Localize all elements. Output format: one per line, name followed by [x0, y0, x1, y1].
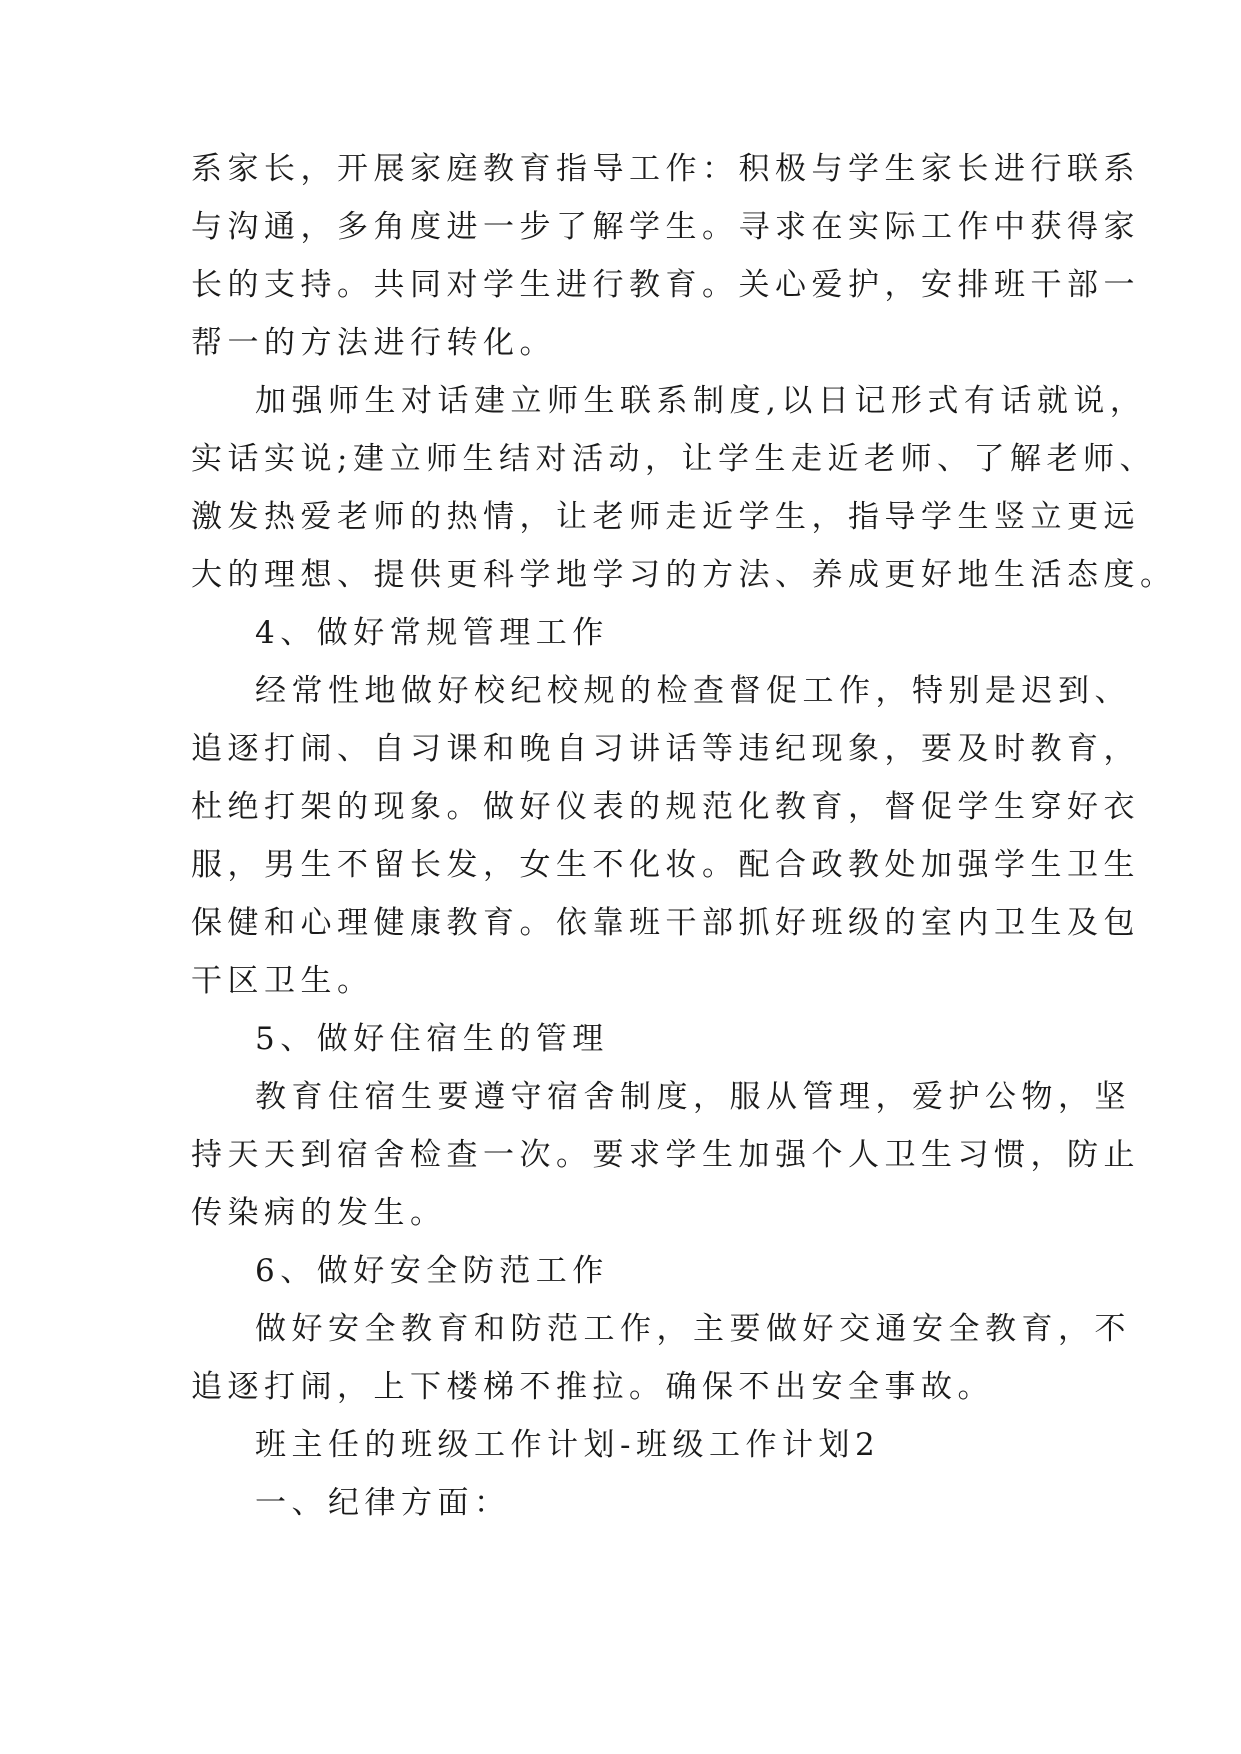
text-line: 干区卫生。 — [191, 963, 374, 999]
text-line: 大的理想、提供更科学地学习的方法、养成更好地生活态度。 — [191, 557, 1177, 593]
section-heading: 一、纪律方面： — [255, 1485, 511, 1521]
text-line: 追逐打闹、自习课和晚自习讲话等违纪现象，要及时教育， — [191, 731, 1140, 767]
section-heading: 5、做好住宿生的管理 — [255, 1021, 609, 1057]
text-line: 长的支持。共同对学生进行教育。关心爱护，安排班干部一 — [191, 267, 1140, 303]
text-line: 实话实说;建立师生结对活动，让学生走近老师、了解老师、 — [191, 441, 1156, 477]
text-line: 激发热爱老师的热情，让老师走近学生，指导学生竖立更远 — [191, 499, 1140, 535]
section-heading: 4、做好常规管理工作 — [255, 615, 609, 651]
paragraph-start: 教育住宿生要遵守宿舍制度，服从管理，爱护公物，坚 — [255, 1079, 1131, 1115]
text-line: 杜绝打架的现象。做好仪表的规范化教育，督促学生穿好衣 — [191, 789, 1140, 825]
paragraph-start: 做好安全教育和防范工作，主要做好交通安全教育，不 — [255, 1311, 1131, 1347]
paragraph-start: 加强师生对话建立师生联系制度,以日记形式有话就说， — [255, 383, 1147, 419]
text-line: 保健和心理健康教育。依靠班干部抓好班级的室内卫生及包 — [191, 905, 1140, 941]
text-line: 持天天到宿舍检查一次。要求学生加强个人卫生习惯，防止 — [191, 1137, 1140, 1173]
text-line: 帮一的方法进行转化。 — [191, 325, 556, 361]
section-heading: 6、做好安全防范工作 — [255, 1253, 609, 1289]
text-line: 服，男生不留长发，女生不化妆。配合政教处加强学生卫生 — [191, 847, 1140, 883]
paragraph-start: 经常性地做好校纪校规的检查督促工作，特别是迟到、 — [255, 673, 1131, 709]
document-subtitle: 班主任的班级工作计划-班级工作计划2 — [255, 1427, 881, 1463]
text-line: 传染病的发生。 — [191, 1195, 447, 1231]
text-line: 系家长，开展家庭教育指导工作：积极与学生家长进行联系 — [191, 151, 1140, 187]
text-line: 追逐打闹，上下楼梯不推拉。确保不出安全事故。 — [191, 1369, 994, 1405]
text-line: 与沟通，多角度进一步了解学生。寻求在实际工作中获得家 — [191, 209, 1140, 245]
